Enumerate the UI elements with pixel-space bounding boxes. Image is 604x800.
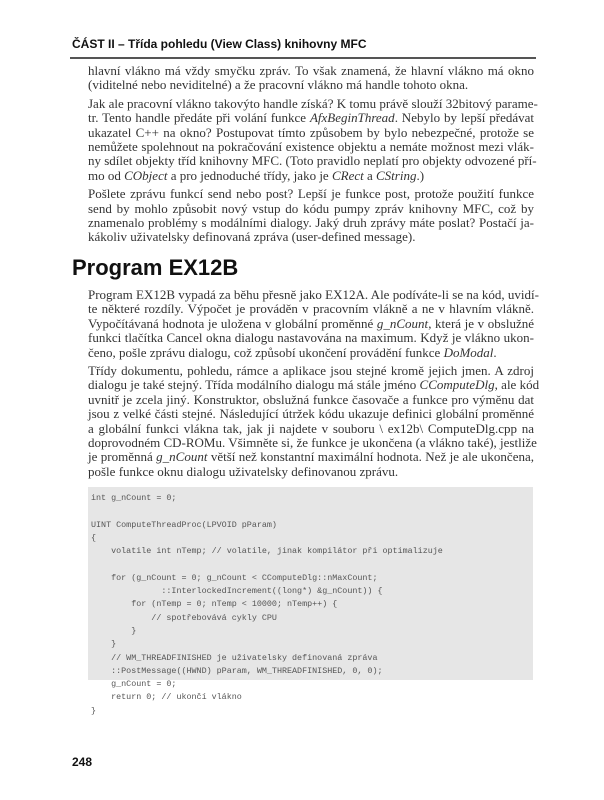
text-line: tr. Tento handle předáte při volání funkce AfxBeginThread. Nebylo by lepší předávat <box>88 110 534 126</box>
text-line: je proměnná g_nCount větší než konstantní maximální hodnota. Než je ale ukončena, <box>88 449 534 465</box>
section-1-text <box>88 63 538 249</box>
code-line: UINT ComputeThreadProc(LPVOID pParam) <box>91 519 277 530</box>
text-line: nemůžete spolehnout na pokračování existence objektu a nemáte možnost mezi vlák- <box>88 139 534 155</box>
text-line: ukazatel C++ na okno? Postupovat tímto způsobem by bylo nebezpečné, protože se <box>88 124 534 140</box>
code-line: // spotřebovává cykly CPU <box>91 612 277 623</box>
paragraph <box>88 95 538 183</box>
text-line: Pošlete zprávu funkcí send nebo post? Lepší je funkce post, protože použití funkce <box>88 186 534 202</box>
text-line: te některé rozdíly. Výpočet je prováděn v pracovním vlákně a ne v hlavním vlákně. <box>88 301 534 317</box>
text-line: mo od CObject a pro jednoduché třídy, jako je CRect a CString.) <box>88 167 425 183</box>
code-line: } <box>91 639 117 650</box>
code-line: ::InterlockedIncrement((long*) &g_nCount)) { <box>91 586 383 597</box>
text-line: Třídy dokumentu, pohledu, rámce a aplikace jsou stejné kromě jejich jmen. A zdroj <box>88 363 534 379</box>
text-line: Jak ale pracovní vlákno takovýto handle získá? K tomu právě slouží 32bitový parame- <box>88 95 538 111</box>
section-heading: Program EX12B <box>72 255 239 280</box>
code-line: ::PostMessage((HWND) pParam, WM_THREADFINISHED, 0, 0); <box>91 665 383 676</box>
text-line: jsou z velké části stejné. Následující útržek kódu ukazuje definici globální proměnné <box>88 406 534 422</box>
text-line: dialogu je také stejný. Třída modálního dialogu má stále jméno CComputeDlg, ale kód <box>88 377 540 393</box>
code-line: int g_nCount = 0; <box>91 493 177 503</box>
text-line: Vypočítávaná hodnota je uložena v globální proměnné g_nCount, která je v obslužné <box>88 315 534 331</box>
text-line: znamenalo problémy s modálními dialogy. Jaký druh zprávy máte poslat? Postačí ja- <box>88 215 534 231</box>
paragraph <box>88 363 540 479</box>
code-text <box>88 487 533 718</box>
text-line: send by mohlo způsobit nový vstup do kódu pumpy zpráv knihovny MFC, což by <box>88 200 534 216</box>
code-line: { <box>91 532 97 543</box>
text-line: ny sdílet objekty tříd knihovny MFC. (Toto pravidlo neplatí pro objekty odvozené pří- <box>88 153 537 169</box>
text-line: uvnitř je zcela jiný. Konstruktor, obslužná funkce časovače a funkce pro výměnu dat <box>88 391 534 407</box>
code-line: volatile int nTemp; // volatile, jinak kompilátor při optimalizuje <box>91 546 443 557</box>
text-line: doprovodném CD-ROMu. Všimněte si, že funkce je ukončena (a vlákno také), jestliže <box>88 435 537 451</box>
code-line: return 0; // ukončí vlákno <box>91 692 242 703</box>
code-listing <box>88 487 533 716</box>
text-line: hlavní vlákno má vždy smyčku zpráv. To však znamená, že hlavní vlákno má okno <box>88 63 534 78</box>
page-number: 248 <box>72 755 93 769</box>
text-line: čeno, pošle zprávu dialogu, což způsobí ukončení provádění funkce DoModal. <box>88 344 497 360</box>
code-line <box>91 505 533 518</box>
text-line: a globální funkci vlákna tak, jak ji najdete v souboru \ ex12b\ ComputeDlg.cpp na <box>88 420 534 436</box>
code-line: } <box>91 625 137 636</box>
code-line: g_nCount = 0; <box>91 679 177 690</box>
text-line: kákoliv uživatelsky definovaná zpráva (user-defined message). <box>88 229 416 245</box>
running-header: ČÁST II – Třída pohledu (View Class) knihovny MFC <box>72 37 367 51</box>
text-line: funkci tlačítka Cancel okna dialogu nastavována na maximum. Když je vlákno ukon- <box>88 330 534 346</box>
text-line: (viditelné nebo neviditelné) a že pracovní vlákno má handle tohoto okna. <box>88 77 469 93</box>
code-line: for (nTemp = 0; nTemp < 10000; nTemp++) { <box>91 599 338 610</box>
code-line: for (g_nCount = 0; g_nCount < CComputeDlg::nMaxCount; <box>91 572 378 583</box>
header-rule <box>70 57 536 59</box>
section-2-text <box>88 287 540 483</box>
code-line: } <box>91 705 97 716</box>
code-line <box>91 558 533 571</box>
code-line: // WM_THREADFINISHED je uživatelsky definovaná zpráva <box>91 652 378 663</box>
paragraph <box>88 187 534 245</box>
text-line: Program EX12B vypadá za běhu přesně jako EX12A. Ale podíváte-li se na kód, uvidí- <box>88 287 539 302</box>
paragraph <box>88 64 534 93</box>
text-line: pošle funkce oknu dialogu uživatelsky definovanou zprávu. <box>88 463 399 479</box>
paragraph <box>88 287 539 360</box>
